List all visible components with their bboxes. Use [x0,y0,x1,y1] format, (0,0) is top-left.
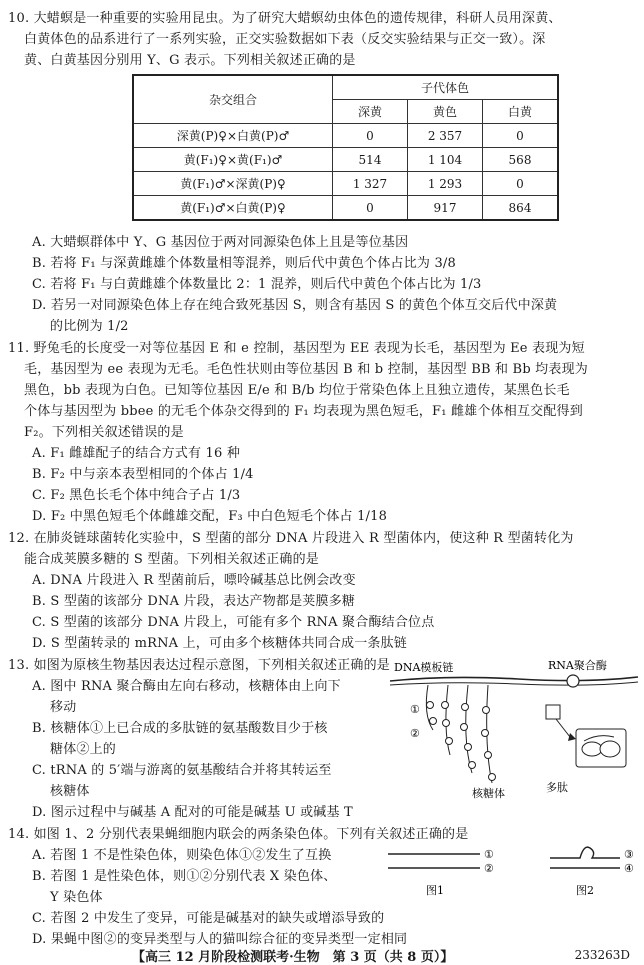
table-cell: 1 327 [333,172,408,196]
ribosome-small-icon [600,741,620,757]
q10-option-b: B. 若将 F₁ 与深黄雌雄个体数量相等混养，则后代中黄色个体占比为 3/8 [32,256,456,271]
ribosome-label: 核糖体 [472,787,505,800]
dna-template-strand [390,677,638,681]
table-cell: 917 [408,196,483,221]
fig2-marker-3: ③ [624,848,634,861]
table-cell: 黄(F₁)♀×黄(F₁)♂ [133,148,333,172]
table-cell: 黄(F₁)♂×白黄(P)♀ [133,196,333,221]
q10-option-d-cont: 的比例为 1/2 [50,319,129,334]
q11-stem-line5: F₂。下列相关叙述错误的是 [24,425,184,440]
zoom-arrow [556,719,570,737]
dna-label: DNA模板链 [394,661,454,674]
table-cell: 黄(F₁)♂×深黄(P)♀ [133,172,333,196]
zoom-arrow-head [568,733,576,741]
q14-option-b-cont: Y 染色体 [50,890,103,905]
q10-stem-line2: 白黄体色的品系进行了一系列实验，正交实验数据如下表（反交实验结果与正交一致）。深 [24,32,546,47]
q13-option-a: A. 图中 RNA 聚合酶由左向右移动，核糖体由上向下 [32,679,341,694]
q12-option-b: B. S 型菌的该部分 DNA 片段，表达产物都是荚膜多糖 [32,594,356,609]
q10-stem-line1: 10. 大蜡螟是一种重要的实验用昆虫。为了研究大蜡螟幼虫体色的遗传规律，科研人员用深黄、 [8,11,562,26]
q10-option-a: A. 大蜡螟群体中 Y、G 基因位于两对同源染色体上且是等位基因 [32,235,409,250]
table-cell: 0 [333,196,408,221]
q11-stem-line1: 11. 野兔毛的长度受一对等位基因 E 和 e 控制，基因型为 EE 表现为长毛，基因型为 Ee 表现为短 [8,341,585,356]
table-row [133,148,558,172]
fig1-marker-1: ① [484,848,494,861]
table-cell: 1 293 [408,172,483,196]
table-row [133,124,558,148]
table-col-deep-yellow: 深黄 [333,100,408,124]
zoom-box [546,705,560,719]
ribosomes [427,702,496,781]
marker-1: ① [410,703,420,716]
table-col-yellow: 黄色 [408,100,483,124]
q11-option-a: A. F₁ 雌雄配子的结合方式有 16 种 [32,446,241,461]
q10-cross-table [132,74,559,221]
table-cell: 864 [483,196,559,221]
q14-option-d: D. 果蝇中图②的变异类型与人的猫叫综合征的变异类型一定相同 [32,932,408,947]
q13-option-d: D. 图示过程中与碱基 A 配对的可能是碱基 U 或碱基 T [32,805,353,820]
q13-option-a-cont: 移动 [50,700,77,715]
q12-option-a: A. DNA 片段进入 R 型菌前后，嘌呤碱基总比例会改变 [32,573,356,588]
rna-polymerase [567,675,579,687]
table-cell: 0 [483,124,559,148]
q11-stem-line2: 毛，基因型为 ee 表现为无毛。毛色性状则由等位基因 B 和 b 控制，基因型 BB 和 Bb 均表现为 [24,362,588,377]
q11-option-d: D. F₂ 中黑色短毛个体雌雄交配，F₃ 中白色短毛个体占 1/18 [32,509,388,524]
q14-option-a: A. 若图 1 不是性染色体，则染色体①②发生了互换 [32,848,332,863]
table-row [133,196,558,221]
q12-option-d: D. S 型菌转录的 mRNA 上，可由多个核糖体共同合成一条肽链 [32,636,408,651]
table-col-white-yellow: 白黄 [483,100,559,124]
table-row [133,172,558,196]
q12-stem-line2: 能合成荚膜多糖的 S 型菌。下列相关叙述正确的是 [24,552,319,567]
dna-coding-strand [390,682,638,685]
q10-option-d: D. 若另一对同源染色体上存在纯合致死基因 S，则含有基因 S 的黄色个体互交后代中深黄 [32,298,558,313]
ribosome-large-icon [582,742,602,756]
q10-option-c: C. 若将 F₁ 与白黄雌雄个体数量比 2：1 混养，则后代中黄色个体占比为 1/3 [32,277,482,292]
table-cell: 0 [483,172,559,196]
peptide-label: 多肽 [546,781,568,794]
q11-stem-line3: 黑色，bb 表现为白色。已知等位基因 E/e 和 B/b 均位于常染色体上且独立遗传，某黑色长毛 [24,383,570,398]
table-head-offspring: 子代体色 [333,75,559,100]
gene-expression-diagram [388,655,640,805]
q11-stem-line4: 个体与基因型为 bbee 的无毛个体杂交得到的 F₁ 均表现为黑色短毛，F₁ 雌雄个体相互交配得到 [24,404,583,419]
q13-stem-line1: 13. 如图为原核生物基因表达过程示意图，下列相关叙述正确的是 [8,658,391,673]
fig1-marker-2: ② [484,862,494,875]
q13-option-b-cont: 糖体②上的 [50,742,117,757]
fig2-marker-4: ④ [624,862,634,875]
chromosome-figures [380,842,640,904]
table-cell: 0 [333,124,408,148]
table-cell: 514 [333,148,408,172]
fig1-caption: 图1 [426,884,444,897]
q10-stem-line3: 黄、白黄基因分别用 Y、G 表示。下列相关叙述正确的是 [24,53,356,68]
q14-option-b: B. 若图 1 是性染色体，则①②分别代表 X 染色体、 [32,869,337,884]
q12-stem-line1: 12. 在肺炎链球菌转化实验中，S 型菌的部分 DNA 片段进入 R 型菌体内，使这种 R 型菌转化为 [8,531,574,546]
q14-option-c: C. 若图 2 中发生了变异，可能是碱基对的缺失或增添导致的 [32,911,385,926]
q11-option-b: B. F₂ 中与亲本表型相同的个体占 1/4 [32,467,254,482]
page-footer: 【高三 12 月阶段检测联考·生物 第 3 页（共 8 页）】 [132,950,454,965]
table-head-cross: 杂交组合 [133,75,333,124]
marker-2: ② [410,727,420,740]
q13-option-c-cont: 核糖体 [50,784,90,799]
q12-option-c: C. S 型菌的该部分 DNA 片段上，可能有多个 RNA 聚合酶结合位点 [32,615,435,630]
q14-stem-line1: 14. 如图 1、2 分别代表果蝇细胞内联会的两条染色体。下列有关叙述正确的是 [8,827,469,842]
q11-option-c: C. F₂ 黑色长毛个体中纯合子占 1/3 [32,488,241,503]
chromosome-3-loop [550,847,620,858]
polymerase-label: RNA聚合酶 [548,659,607,672]
table-cell: 深黄(P)♀×白黄(P)♂ [133,124,333,148]
q13-option-b: B. 核糖体①上已合成的多肽链的氨基酸数目少于核 [32,721,328,736]
table-cell: 2 357 [408,124,483,148]
table-cell: 568 [483,148,559,172]
paper-code: 233263D [574,948,630,962]
fig2-caption: 图2 [576,884,594,897]
table-cell: 1 104 [408,148,483,172]
q13-option-c: C. tRNA 的 5′端与游离的氨基酸结合并将其转运至 [32,763,332,778]
